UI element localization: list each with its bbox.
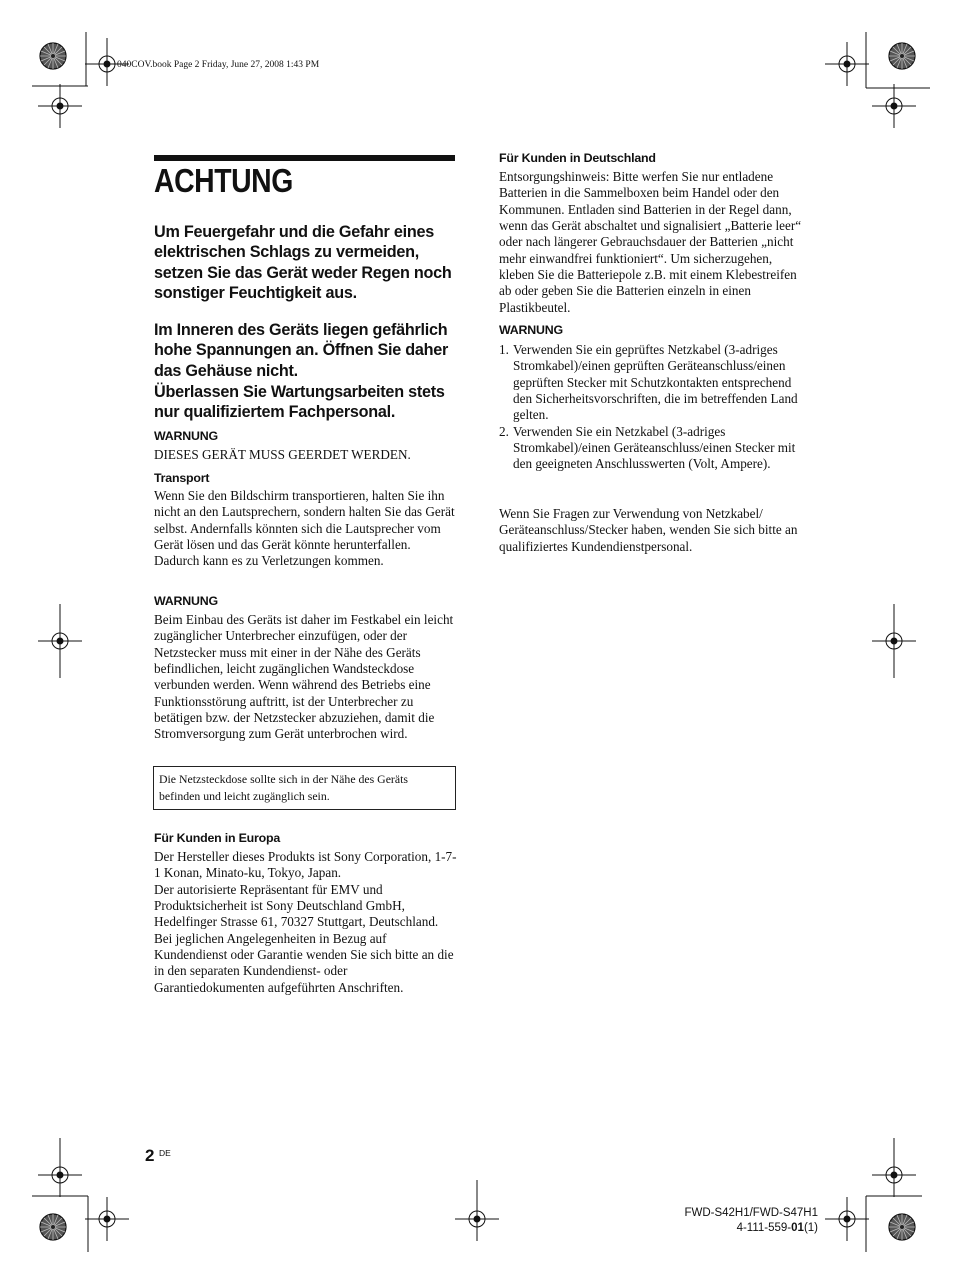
safety-warning-2: Im Inneren des Geräts liegen gefährlich hohe Spannungen an. Öffnen Sie daher das Gehäuse nicht. xyxy=(154,321,449,380)
list-item xyxy=(499,424,804,473)
warnung-text-2: Beim Einbau des Geräts ist daher im Festkabel ein leicht zugänglicher Unterbrecher einzufügen, oder der Netzstecker muss mit einer in der Nähe des Geräts befindlichen, leicht zugänglichen Wandsteckdose verbunden werden. Wenn während des Betriebs eine Funktionsstörung auftritt, ist der Unterbrecher zu betätigen bzw. der Netzstecker abzuziehen, damit die Stromversorgung zum Gerät unterbrochen wird. xyxy=(154,612,454,742)
doc-number-prefix: 4-111-559- xyxy=(736,1221,792,1234)
doc-number-revision: 01 xyxy=(791,1221,804,1234)
corner-rosette-bottom-right xyxy=(889,1214,915,1240)
warnung-heading-3: WARNUNG xyxy=(499,323,563,337)
registration-mark xyxy=(825,1197,869,1241)
list-item-number: 1. xyxy=(499,342,509,357)
europa-manufacturer: Der Hersteller dieses Produkts ist Sony Corporation, 1-7-1 Konan, Minato-ku, Tokyo, Japan. xyxy=(154,849,457,881)
model-number: FWD-S42H1/FWD-S47H1 xyxy=(684,1207,818,1219)
list-item-text: Verwenden Sie ein geprüftes Netzkabel (3-adriges Stromkabel)/einen geprüften Geräteanschluss/einen geprüften Stecker mit Schutzkontakten entsprechend den Sicherheitsvorschriften, die im betreffenden Land gelten. xyxy=(513,342,798,423)
safety-warning-1: Um Feuergefahr und die Gefahr eines elektrischen Schlags zu vermeiden, setzen Sie das Gerät weder Regen noch sonstiger Feuchtigkeit aus. xyxy=(154,223,452,302)
page-title: ACHTUNG xyxy=(154,162,293,199)
doc-number-suffix: (1) xyxy=(803,1221,818,1234)
registration-mark xyxy=(455,1197,499,1241)
registration-mark xyxy=(872,1153,916,1197)
model-info xyxy=(684,1206,818,1235)
deutschland-text: Entsorgungshinweis: Bitte werfen Sie nur entladene Batterien in die Sammelboxen beim Handel oder den Kommunen. Entladen sind Batterien in der Regel dann, wenn das Gerät abschaltet und signalisiert „Batterie leer“ oder nach längerer Gebrauchsdauer der Batterien „nicht mehr einwandfrei funktioniert“. Um sicherzugehen, kleben Sie die Batteriepole z.B. mit einem Klebestreifen ab oder geben Sie die Batterien einzeln in einen Plastikbeutel. xyxy=(499,169,802,315)
transport-heading: Transport xyxy=(154,471,210,485)
registration-mark xyxy=(825,42,869,86)
list-item-text: Verwenden Sie ein Netzkabel (3-adriges Stromkabel)/einen Geräteanschluss/einen Stecker mit den geeigneten Anschlusswerten (Volt, Ampere). xyxy=(513,423,796,472)
europa-text xyxy=(154,849,458,996)
notice-box-text: Die Netzsteckdose sollte sich in der Nähe des Geräts befinden und leicht zugänglich sein. xyxy=(159,772,408,803)
warnung-heading-2: WARNUNG xyxy=(154,594,218,608)
europa-heading: Für Kunden in Europa xyxy=(154,831,281,845)
registration-mark xyxy=(872,84,916,128)
warnung-heading-1: WARNUNG xyxy=(154,429,218,443)
list-item-number: 2. xyxy=(499,423,509,439)
transport-text: Wenn Sie den Bildschirm transportieren, halten Sie ihn nicht an den Lautsprechern, sondern halten Sie das Gerät selbst. Andernfalls könnten sich die Lautsprecher vom Gerät lösen und das Gerät könnte herunterfallen. Dadurch kann es zu Verletzungen kommen. xyxy=(154,488,455,569)
title-rule xyxy=(154,155,455,161)
warnung-list xyxy=(499,342,804,473)
corner-rosette-bottom-left xyxy=(40,1214,66,1240)
closing-text: Wenn Sie Fragen zur Verwendung von Netzkabel/ Geräteanschluss/Stecker haben, wenden Sie sich bitte an qualifiziertes Kundendienstpersonal. xyxy=(499,506,798,554)
corner-rosette-top-left xyxy=(40,43,66,69)
europa-representative: Der autorisierte Repräsentant für EMV und Produktsicherheit ist Sony Deutschland GmbH, Hedelfinger Strasse 61, 70327 Stuttgart, Deutschland. Bei jeglichen Angelegenheiten in Bezug auf Kundendienst oder Garantie wenden Sie sich bitte an die in den separaten Kundendienst- oder Garantiedokumenten aufgeführten Anschriften. xyxy=(154,881,454,995)
deutschland-heading: Für Kunden in Deutschland xyxy=(499,151,656,165)
warnung-text-1: DIESES GERÄT MUSS GEERDET WERDEN. xyxy=(154,447,411,462)
registration-mark xyxy=(38,84,82,128)
doc-number xyxy=(684,1221,818,1236)
corner-rosette-top-right xyxy=(889,43,915,69)
safety-warning-3: Überlassen Sie Wartungsarbeiten stets nur qualifiziertem Fachpersonal. xyxy=(154,383,445,422)
file-stamp: 040COV.book Page 2 Friday, June 27, 2008 1:43 PM xyxy=(117,60,320,70)
registration-mark xyxy=(85,1197,129,1241)
page-number: 2 xyxy=(145,1146,155,1165)
list-item xyxy=(499,342,804,424)
page-language: DE xyxy=(159,1148,171,1158)
registration-mark xyxy=(38,1153,82,1197)
